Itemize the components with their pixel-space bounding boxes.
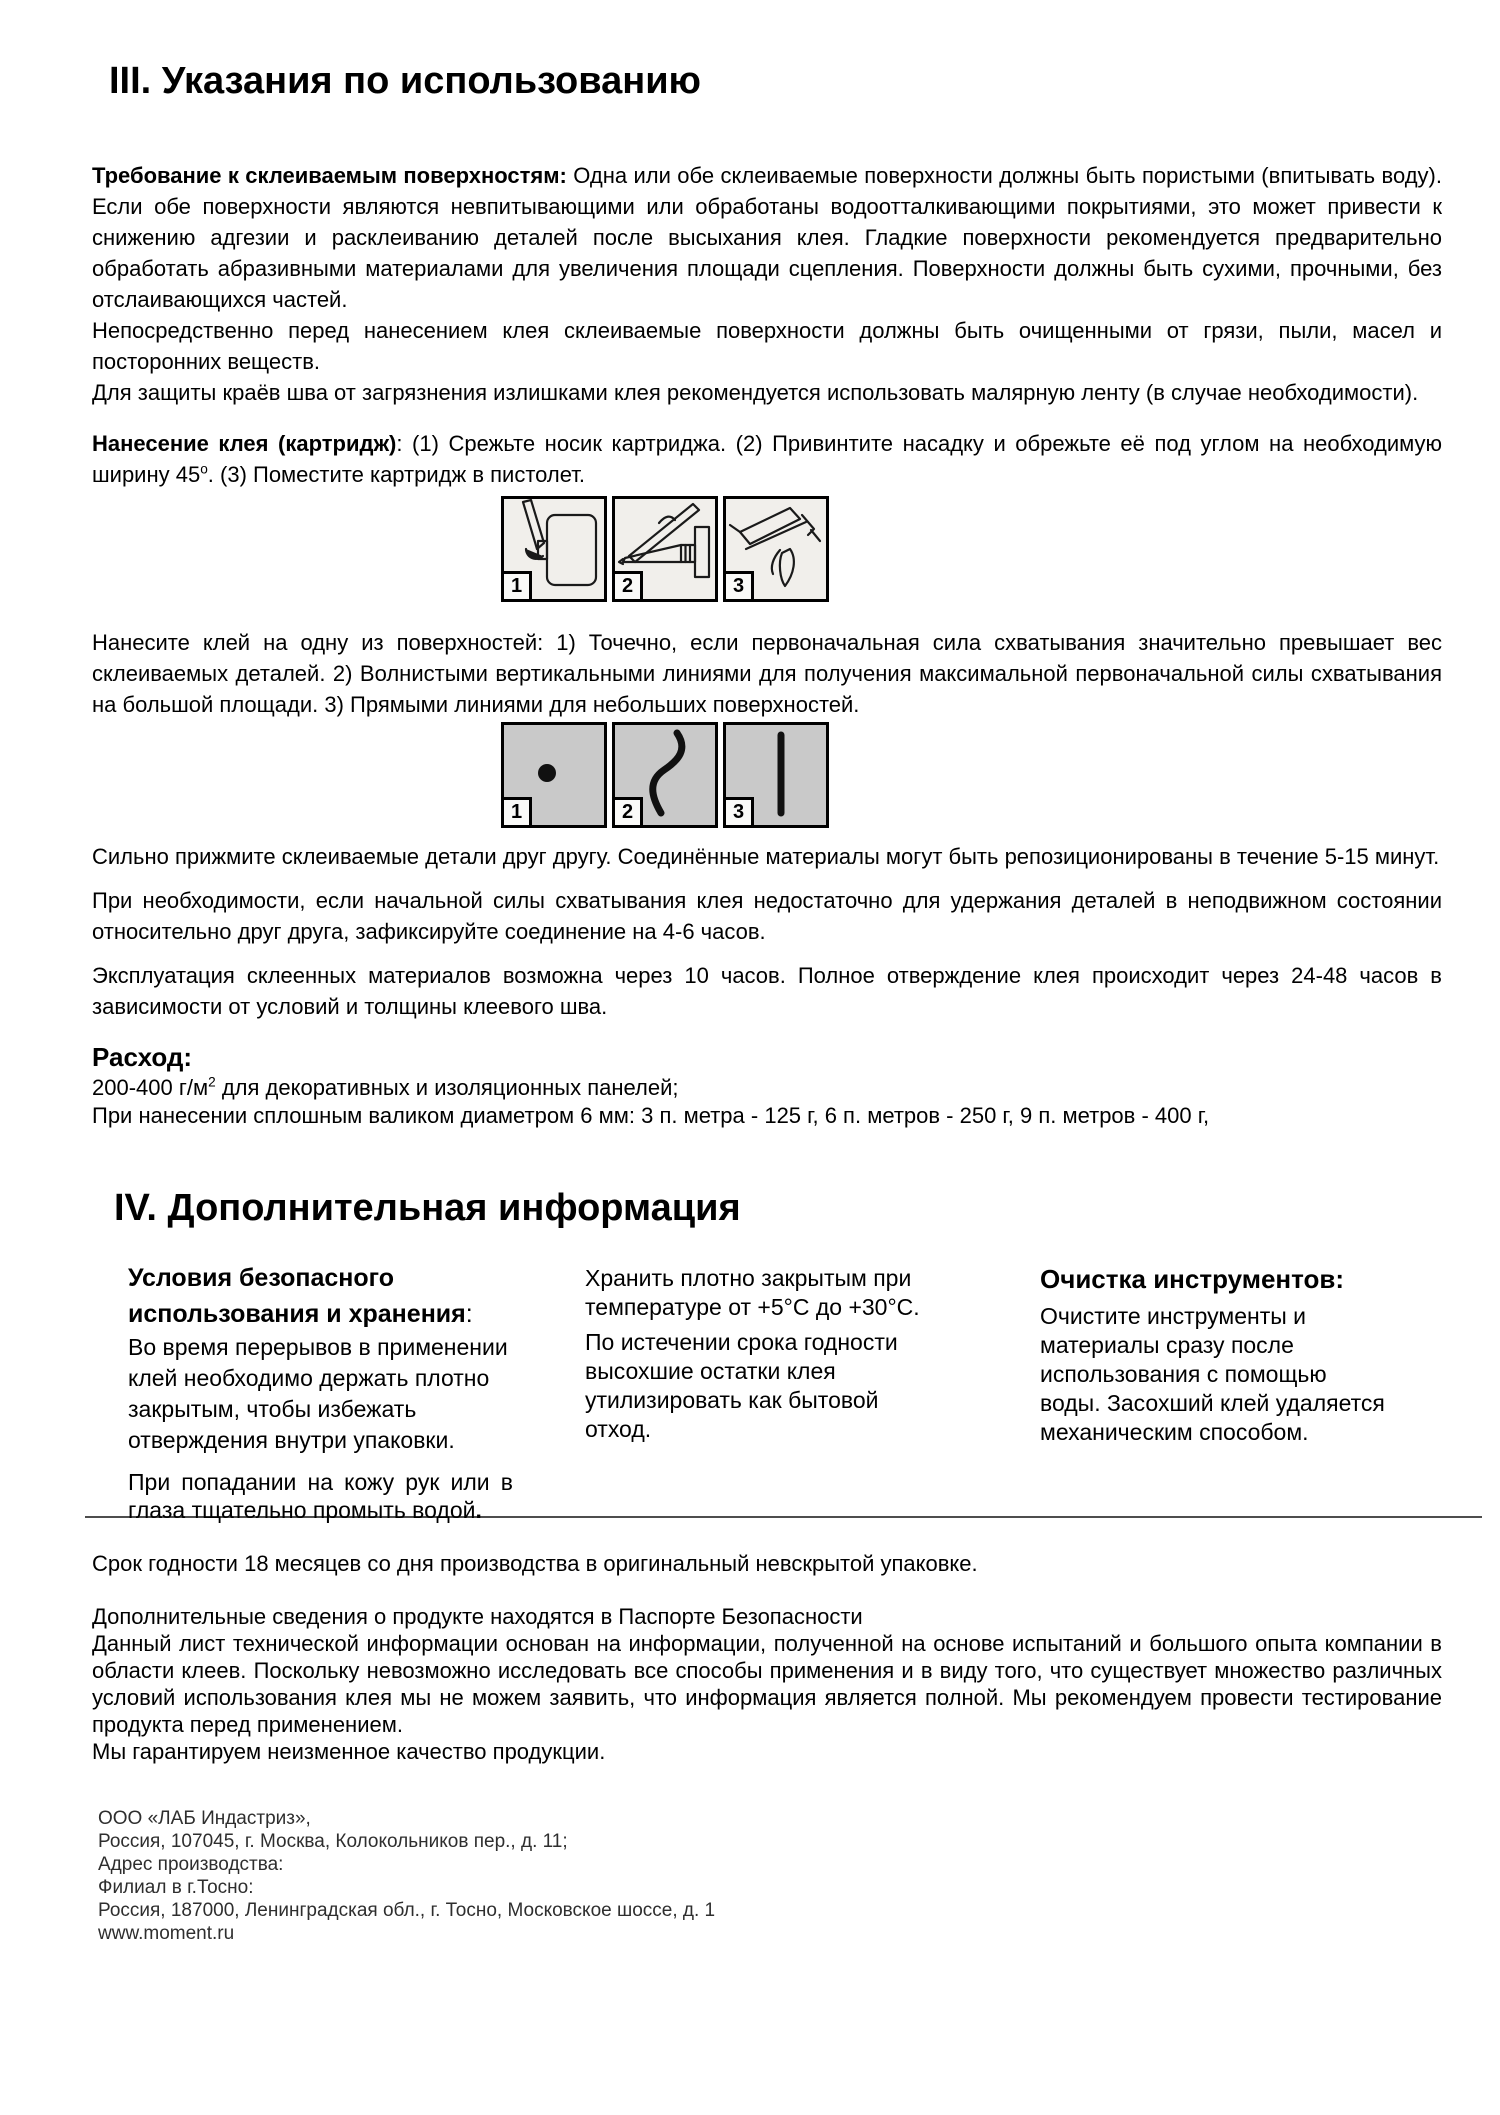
footer-production-label-line: Адрес производства: — [98, 1854, 284, 1875]
cartridge-application-block — [92, 428, 1442, 490]
pattern-panel-wavy-line — [612, 722, 718, 828]
storage-temperature-paragraph: Хранить плотно закрытым при температуре от +5°С до +30°С. — [585, 1265, 920, 1320]
footer-address-line: Россия, 107045, г. Москва, Колокольников пер., д. 11; — [98, 1831, 568, 1852]
panel-number-badge: 1 — [501, 797, 532, 828]
cartridge-steps-illustration-strip — [501, 496, 1442, 602]
safety-storage-heading — [128, 1260, 513, 1332]
pattern-panel-straight-line — [723, 722, 829, 828]
panel-number-badge: 2 — [612, 571, 643, 602]
safety-storage-heading-text: Условия безопасного использования и хранения — [128, 1264, 466, 1328]
disclaimer-paragraph: Данный лист технической информации основан на информации, полученной на основе испытаний и большого опыта компании в области клеев. Поскольку невозможно исследовать все способы применения и в виду того, что существует множество различных условий использования клея мы не можем заявить, что информация является полной. Мы рекомендуем провести тестирование продукта перед применением. — [92, 1631, 1442, 1737]
skin-contact-paragraph — [128, 1468, 513, 1524]
skin-contact-period: . — [475, 1497, 482, 1523]
disposal-paragraph: По истечении срока годности высохшие остатки клея утилизировать как бытовой отход. — [585, 1329, 898, 1442]
skin-contact-text: При попадании на кожу рук или в глаза тщательно промыть водой — [128, 1469, 513, 1523]
safety-storage-heading-colon: : — [465, 1300, 473, 1328]
section-iii-title: III. Указания по использованию — [109, 60, 702, 102]
panel-number-badge: 3 — [723, 797, 754, 828]
panel-number-badge: 2 — [612, 797, 643, 828]
tool-cleaning-heading: Очистка инструментов: — [1040, 1264, 1345, 1294]
consumption-line-1 — [92, 1074, 1442, 1102]
surface-requirements-lead: Требование к склеиваемым поверхностям: — [92, 163, 567, 188]
masking-tape-paragraph: Для защиты краёв шва от загрязнения излишками клея рекомендуется использовать малярную ленту (в случае необходимости). — [92, 380, 1419, 405]
footer-website-line: www.moment.ru — [98, 1923, 235, 1944]
consumption-line-1-text-2: для декоративных и изоляционных панелей; — [215, 1075, 679, 1100]
application-patterns-illustration-strip — [501, 722, 1442, 828]
clean-surfaces-paragraph: Непосредственно перед нанесением клея склеиваемые поверхности должны быть очищенными от грязи, пыли, масел и посторонних веществ. — [92, 318, 1442, 374]
keep-closed-paragraph: Во время перерывов в применении клей необходимо держать плотно закрытым, чтобы избежать отверждения внутри упаковки. — [128, 1334, 508, 1453]
surface-requirements-paragraph — [92, 160, 1442, 315]
consumption-heading: Расход: — [92, 1042, 193, 1072]
press-parts-paragraph: Сильно прижмите склеиваемые детали друг другу. Соединённые материалы могут быть репозиционированы в течение 5-15 минут. — [92, 844, 1440, 869]
application-methods-paragraph: Нанесите клей на одну из поверхностей: 1) Точечно, если первоначальная сила схватывания значительно превышает вес склеиваемых деталей. 2) Волнистыми вертикальными линиями для получения максимальной первоначальной силы схватывания на большой площади. 3) Прямыми линиями для небольших поверхностей. — [92, 630, 1442, 717]
surface-requirements-block — [92, 160, 1442, 408]
section-iv-title: IV. Дополнительная информация — [114, 1187, 741, 1229]
panel-number-badge: 1 — [501, 571, 532, 602]
curing-time-paragraph: Эксплуатация склеенных материалов возможна через 10 часов. Полное отверждение клея происходит через 24-48 часов в зависимости от условий и толщины клеевого шва. — [92, 963, 1442, 1019]
consumption-line-2: При нанесении сплошным валиком диаметром 6 мм: 3 п. метра - 125 г, 6 п. метров - 250 г, 9 п. метров - 400 г, — [92, 1103, 1210, 1128]
cartridge-application-text-2: . (3) Поместите картридж в пистолет. — [207, 462, 585, 487]
cartridge-application-paragraph — [92, 428, 1442, 490]
footer-company-line: ООО «ЛАБ Индастриз», — [98, 1808, 311, 1829]
square-meter-superscript: 2 — [208, 1074, 216, 1090]
tool-cleaning-paragraph: Очистите инструменты и материалы сразу после использования с помощью воды. Засохший клей удаляется механическим способом. — [1040, 1303, 1385, 1445]
legal-block — [92, 1603, 1442, 1765]
msds-reference-paragraph: Дополнительные сведения о продукте находятся в Паспорте Безопасности — [92, 1604, 863, 1629]
shelf-life-paragraph: Срок годности 18 месяцев со дня производства в оригинальный невскрытой упаковке. — [92, 1551, 978, 1576]
safety-storage-column — [128, 1260, 513, 1523]
storage-temperature-column — [585, 1260, 950, 1516]
fixation-paragraph: При необходимости, если начальной силы схватывания клея недостаточно для удержания деталей в неподвижном состоянии относительно друг друга, зафиксируйте соединение на 4-6 часов. — [92, 888, 1442, 944]
manufacturer-footer — [98, 1807, 1442, 1945]
surface-requirements-text: Одна или обе склеиваемые поверхности должны быть пористыми (впитывать воду). Если обе поверхности являются невпитывающими или обработаны водоотталкивающими покрытиями, это может привести к снижению адгезии и расклеиванию деталей после высыхания клея. Гладкие поверхности рекомендуется предварительно обработать абразивными материалами для увеличения площади сцепления. Поверхности должны быть сухими, прочными, без отслаивающихся частей. — [92, 163, 1442, 312]
panel-number-badge: 3 — [723, 571, 754, 602]
step-panel-cut-nozzle — [612, 496, 718, 602]
degree-superscript: о — [200, 461, 208, 477]
cartridge-application-text-1: : (1) Срежьте носик картриджа. (2) Привинтите насадку и обрежьте её под углом на необходимую ширину 45 — [92, 431, 1442, 487]
pattern-panel-dot — [501, 722, 607, 828]
footer-branch-line: Филиал в г.Тосно: — [98, 1877, 254, 1898]
cartridge-application-lead: Нанесение клея (картридж) — [92, 431, 397, 456]
additional-info-columns — [128, 1260, 1442, 1523]
quality-guarantee-paragraph: Мы гарантируем неизменное качество продукции. — [92, 1739, 606, 1764]
step-panel-cut-tip — [501, 496, 607, 602]
tool-cleaning-column — [1040, 1260, 1392, 1516]
consumption-line-1-text: 200-400 г/м — [92, 1075, 209, 1100]
footer-branch-address-line: Россия, 187000, Ленинградская обл., г. Тосно, Московское шоссе, д. 1 — [98, 1900, 716, 1921]
step-panel-cartridge-in-gun — [723, 496, 829, 602]
